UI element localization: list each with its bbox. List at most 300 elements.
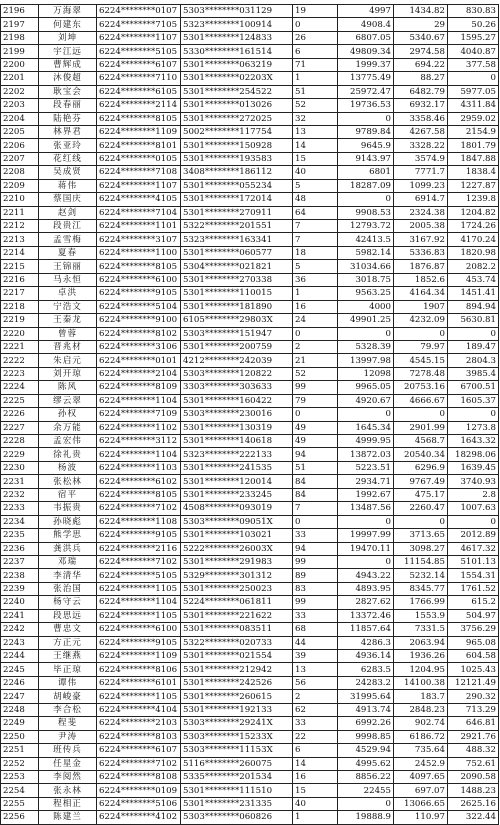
table-cell: 6700.51 [448, 381, 499, 394]
table-row [1, 31, 499, 44]
table-cell: 2256 [1, 811, 39, 824]
table-cell: 曾蓉 [39, 327, 97, 340]
table-cell: 5323********163341 [181, 233, 293, 246]
table-cell: 2200 [1, 58, 39, 71]
table-cell: 7331.5 [394, 623, 448, 636]
table-cell: 张亚玲 [39, 139, 97, 152]
table-cell: 2223 [1, 367, 39, 380]
table-cell: 99 [293, 555, 338, 568]
table-cell: 万海翠 [39, 5, 97, 18]
table-cell: 5301********110015 [181, 287, 293, 300]
table-cell: 6224********8105 [97, 112, 181, 125]
table-cell: 19 [293, 5, 338, 18]
table-cell: 15 [293, 152, 338, 165]
table-cell: 84 [293, 475, 338, 488]
table-cell: 5301********270338 [181, 273, 293, 286]
table-row [1, 367, 499, 380]
table-cell: 4617.32 [448, 542, 499, 555]
table-cell: 56 [293, 676, 338, 689]
table-cell: 68 [293, 623, 338, 636]
table-cell: 2197 [1, 18, 39, 31]
table-cell: 6224********2103 [97, 717, 181, 730]
data-table [0, 4, 499, 825]
table-cell: 4545.15 [394, 354, 448, 367]
table-cell: 0 [338, 112, 394, 125]
table-cell: 2005.38 [394, 220, 448, 233]
table-cell: 4267.58 [394, 125, 448, 138]
table-cell: 2239 [1, 582, 39, 595]
table-cell: 5303********120822 [181, 367, 293, 380]
table-cell: 189.47 [448, 340, 499, 353]
table-cell: 5301********120014 [181, 475, 293, 488]
table-cell: 2215 [1, 260, 39, 273]
table-cell: 0 [338, 327, 394, 340]
table-cell: 7278.48 [394, 367, 448, 380]
table-cell: 5304********021821 [181, 260, 293, 273]
table-cell: 6224********3112 [97, 435, 181, 448]
table-cell: 9908.53 [338, 206, 394, 219]
table-cell: 1204.95 [394, 663, 448, 676]
table-cell: 5322********201551 [181, 220, 293, 233]
table-cell: 110.97 [394, 811, 448, 824]
table-cell: 曹辉成 [39, 58, 97, 71]
table-cell: 1639.45 [448, 461, 499, 474]
table-cell: 刘坤 [39, 31, 97, 44]
table-cell: 2225 [1, 394, 39, 407]
table-cell: 13775.49 [338, 72, 394, 85]
table-row [1, 770, 499, 783]
table-cell: 沐俊超 [39, 72, 97, 85]
table-cell: 5301********241535 [181, 461, 293, 474]
table-cell: 1992.67 [338, 488, 394, 501]
table-cell: 4936.14 [338, 650, 394, 663]
table-cell: 5301********221622 [181, 609, 293, 622]
table-cell: 0 [338, 193, 394, 206]
table-cell: 段春丽 [39, 99, 97, 112]
table-cell: 6224********1104 [97, 394, 181, 407]
table-cell: 4913.74 [338, 703, 394, 716]
table-cell: 2231 [1, 475, 39, 488]
table-cell: 6224********4102 [97, 811, 181, 824]
table-cell: 5232.14 [394, 569, 448, 582]
table-cell: 孟雪梅 [39, 233, 97, 246]
table-cell: 51 [293, 85, 338, 98]
table-cell: 2250 [1, 730, 39, 743]
table-cell: 94 [293, 448, 338, 461]
table-row [1, 18, 499, 31]
table-cell: 2251 [1, 744, 39, 757]
table-cell: 0 [394, 327, 448, 340]
table-cell: 胡峻豪 [39, 690, 97, 703]
table-cell: 24283.2 [338, 676, 394, 689]
table-cell: 1227.87 [448, 179, 499, 192]
table-cell: 6482.79 [394, 85, 448, 98]
table-cell: 2236 [1, 542, 39, 555]
table-cell: 1007.63 [448, 502, 499, 515]
table-cell: 5301********254522 [181, 85, 293, 98]
table-row [1, 730, 499, 743]
table-cell: 2213 [1, 233, 39, 246]
table-cell: 5116********260075 [181, 757, 293, 770]
table-cell: 62 [293, 703, 338, 716]
table-row [1, 5, 499, 18]
table-cell: 6224********1103 [97, 461, 181, 474]
table-cell: 9789.84 [338, 125, 394, 138]
table-cell: 6224********8102 [97, 327, 181, 340]
table-cell: 5301********212942 [181, 663, 293, 676]
table-cell: 张永林 [39, 784, 97, 797]
table-cell: 孙权 [39, 408, 97, 421]
table-cell: 11857.64 [338, 623, 394, 636]
table-cell: 2247 [1, 690, 39, 703]
table-cell: 8856.22 [338, 770, 394, 783]
table-cell: 夏春 [39, 246, 97, 259]
table-cell: 697.07 [394, 784, 448, 797]
table-cell: 5301********013026 [181, 99, 293, 112]
table-cell: 12098 [338, 367, 394, 380]
table-cell: 1838.4 [448, 166, 499, 179]
table-cell: 6283.5 [338, 663, 394, 676]
table-cell: 33 [293, 609, 338, 622]
table-cell: 1801.79 [448, 139, 499, 152]
table-cell: 5301********242526 [181, 676, 293, 689]
table-cell: 9998.85 [338, 730, 394, 743]
table-cell: 毕正琼 [39, 663, 97, 676]
table-cell: 余万能 [39, 421, 97, 434]
table-cell: 99 [293, 381, 338, 394]
table-cell: 5301********103021 [181, 529, 293, 542]
table-cell: 徐礼贵 [39, 448, 97, 461]
table-cell: 4170.24 [448, 233, 499, 246]
table-cell: 4097.65 [394, 770, 448, 783]
table-cell: 5301********250023 [181, 582, 293, 595]
table-cell: 6224********5106 [97, 797, 181, 810]
table-cell: 31995.64 [338, 690, 394, 703]
table-cell: 88.27 [394, 72, 448, 85]
table-cell: 894.94 [448, 300, 499, 313]
table-cell: 6224********7108 [97, 166, 181, 179]
table-cell: 段贵江 [39, 220, 97, 233]
table-cell: 6224********6101 [97, 676, 181, 689]
table-cell: 缪云翠 [39, 394, 97, 407]
table-cell: 6186.72 [394, 730, 448, 743]
table-cell: 1605.37 [448, 394, 499, 407]
table-cell: 6807.05 [338, 31, 394, 44]
table-cell: 3328.22 [394, 139, 448, 152]
table-cell: 6224********4105 [97, 193, 181, 206]
table-cell: 杨波 [39, 461, 97, 474]
table-cell: 6224********7109 [97, 408, 181, 421]
table-cell: 孙晓彪 [39, 515, 97, 528]
table-cell: 2237 [1, 555, 39, 568]
table-cell: 2205 [1, 125, 39, 138]
table-cell: 33 [293, 529, 338, 542]
table-cell: 4995.62 [338, 757, 394, 770]
table-cell: 6224********0105 [97, 152, 181, 165]
table-cell: 5301********192133 [181, 703, 293, 716]
table-row [1, 99, 499, 112]
table-cell: 12793.72 [338, 220, 394, 233]
table-cell: 3303********303633 [181, 381, 293, 394]
table-cell: 6224********1101 [97, 220, 181, 233]
table-cell: 2959.02 [448, 112, 499, 125]
table-cell: 13066.65 [394, 797, 448, 810]
table-cell: 0 [338, 797, 394, 810]
table-cell: 6224********7102 [97, 555, 181, 568]
table-cell: 5336.83 [394, 246, 448, 259]
table-cell: 2921.76 [448, 730, 499, 743]
table-cell: 6 [293, 45, 338, 58]
table-cell: 29 [394, 18, 448, 31]
table-cell: 0 [338, 515, 394, 528]
table-cell: 2202 [1, 85, 39, 98]
table-body [1, 5, 499, 825]
table-cell: 1847.88 [448, 152, 499, 165]
table-cell: 4908.4 [338, 18, 394, 31]
table-cell: 6224********7105 [97, 18, 181, 31]
table-cell: 4508********093019 [181, 502, 293, 515]
table-cell: 377.58 [448, 58, 499, 71]
table-cell: 1 [293, 287, 338, 300]
table-cell: 6224********9105 [97, 529, 181, 542]
table-cell: 504.97 [448, 609, 499, 622]
table-cell: 5301********02203X [181, 72, 293, 85]
table-cell: 694.22 [394, 58, 448, 71]
table-cell: 604.58 [448, 650, 499, 663]
table-cell: 84 [293, 488, 338, 501]
table-row [1, 300, 499, 313]
table-row [1, 461, 499, 474]
table-cell: 2212 [1, 220, 39, 233]
table-cell: 6224********6102 [97, 475, 181, 488]
table-cell: 3408********186112 [181, 166, 293, 179]
table-cell: 1488.23 [448, 784, 499, 797]
table-cell: 2206 [1, 139, 39, 152]
table-cell: 615.2 [448, 596, 499, 609]
table-cell: 9563.25 [338, 287, 394, 300]
table-cell: 熊学思 [39, 529, 97, 542]
table-cell: 6932.17 [394, 99, 448, 112]
table-cell: 51 [293, 461, 338, 474]
table-cell: 1 [293, 811, 338, 824]
table-row [1, 542, 499, 555]
table-cell: 5301********055234 [181, 179, 293, 192]
table-cell: 2201 [1, 72, 39, 85]
table-cell: 李合松 [39, 703, 97, 716]
table-cell: 4000 [338, 300, 394, 313]
table-cell: 5335********201534 [181, 770, 293, 783]
table-cell: 4568.7 [394, 435, 448, 448]
table-row [1, 650, 499, 663]
table-cell: 49901.25 [338, 314, 394, 327]
table-cell: 0 [448, 72, 499, 85]
table-cell: 322.44 [448, 811, 499, 824]
table-cell: 5301********260615 [181, 690, 293, 703]
table-cell: 13997.98 [338, 354, 394, 367]
table-cell: 14 [293, 139, 338, 152]
table-cell: 902.74 [394, 717, 448, 730]
table-cell: 24 [293, 314, 338, 327]
table-cell: 453.74 [448, 273, 499, 286]
table-cell: 6224********2114 [97, 99, 181, 112]
table-cell: 79 [293, 394, 338, 407]
table-cell: 1204.82 [448, 206, 499, 219]
table-cell: 蒋伟 [39, 179, 97, 192]
table-cell: 晋兆材 [39, 340, 97, 353]
table-cell: 4212********242039 [181, 354, 293, 367]
table-row [1, 663, 499, 676]
table-cell: 290.32 [448, 690, 499, 703]
table-cell: 2234 [1, 515, 39, 528]
table-cell: 52 [293, 99, 338, 112]
table-cell: 6224********0109 [97, 784, 181, 797]
table-cell: 张松林 [39, 475, 97, 488]
table-cell: 2196 [1, 5, 39, 18]
table-cell: 6224********1104 [97, 448, 181, 461]
table-cell: 5301********291983 [181, 555, 293, 568]
table-cell: 11154.85 [394, 555, 448, 568]
table-cell: 任星金 [39, 757, 97, 770]
table-cell: 2252 [1, 757, 39, 770]
table-cell: 6224********5104 [97, 300, 181, 313]
table-cell: 6224********3106 [97, 340, 181, 353]
table-row [1, 273, 499, 286]
table-cell: 王继燕 [39, 650, 97, 663]
table-cell: 2214 [1, 246, 39, 259]
table-cell: 18287.09 [338, 179, 394, 192]
table-cell: 1451.41 [448, 287, 499, 300]
table-cell: 49 [293, 435, 338, 448]
table-cell: 1907 [394, 300, 448, 313]
table-cell: 0 [338, 408, 394, 421]
table-cell: 2198 [1, 31, 39, 44]
table-cell: 6224********6107 [97, 58, 181, 71]
table-row [1, 85, 499, 98]
table-row [1, 340, 499, 353]
table-cell: 5303********230016 [181, 408, 293, 421]
table-cell: 5982.14 [338, 246, 394, 259]
table-row [1, 152, 499, 165]
table-cell: 64 [293, 206, 338, 219]
table-cell: 42413.5 [338, 233, 394, 246]
table-cell: 4997 [338, 5, 394, 18]
table-cell: 2324.38 [394, 206, 448, 219]
table-row [1, 179, 499, 192]
table-cell: 2232 [1, 488, 39, 501]
table-cell: 40 [293, 166, 338, 179]
table-row [1, 569, 499, 582]
table-cell: 4666.67 [394, 394, 448, 407]
table-cell: 何建东 [39, 18, 97, 31]
table-cell: 5301********063219 [181, 58, 293, 71]
table-cell: 程相正 [39, 797, 97, 810]
table-cell: 2204 [1, 112, 39, 125]
table-cell: 1099.23 [394, 179, 448, 192]
table-cell: 张治国 [39, 582, 97, 595]
table-cell: 2804.3 [448, 354, 499, 367]
table-cell: 林界君 [39, 125, 97, 138]
table-cell: 陆艳芬 [39, 112, 97, 125]
table-cell: 6224********1105 [97, 690, 181, 703]
table-cell: 1645.34 [338, 421, 394, 434]
table-row [1, 408, 499, 421]
table-cell: 杨守云 [39, 596, 97, 609]
table-cell: 陈建兰 [39, 811, 97, 824]
table-cell: 朱启元 [39, 354, 97, 367]
table-cell: 1999.37 [338, 58, 394, 71]
table-cell: 4943.22 [338, 569, 394, 582]
table-cell: 52 [293, 367, 338, 380]
table-cell: 2246 [1, 676, 39, 689]
table-cell: 2245 [1, 663, 39, 676]
table-cell: 5301********172014 [181, 193, 293, 206]
table-cell: 2244 [1, 650, 39, 663]
table-cell: 陈风 [39, 381, 97, 394]
table-cell: 5303********15233X [181, 730, 293, 743]
table-cell: 0 [293, 18, 338, 31]
table-cell: 6296.9 [394, 461, 448, 474]
table-cell: 1595.27 [448, 31, 499, 44]
table-cell: 2154.9 [448, 125, 499, 138]
table-cell: 5301********060577 [181, 246, 293, 259]
table-cell: 20540.34 [394, 448, 448, 461]
table-cell: 2 [293, 690, 338, 703]
table-cell: 5301********160422 [181, 394, 293, 407]
table-cell: 6224********9105 [97, 287, 181, 300]
table-cell: 花红线 [39, 152, 97, 165]
table-cell: 马永恒 [39, 273, 97, 286]
table-cell: 646.81 [448, 717, 499, 730]
table-cell: 3018.75 [338, 273, 394, 286]
table-cell: 6224********7102 [97, 757, 181, 770]
table-cell: 5303********11153X [181, 744, 293, 757]
table-cell: 2199 [1, 45, 39, 58]
table-cell: 6224********1108 [97, 515, 181, 528]
table-cell: 宇江远 [39, 45, 97, 58]
table-cell: 5301********233245 [181, 488, 293, 501]
table-cell: 6801 [338, 166, 394, 179]
table-cell: 5328.39 [338, 340, 394, 353]
table-cell: 6992.26 [338, 717, 394, 730]
table-cell: 3985.4 [448, 367, 499, 380]
table-cell: 6224********9100 [97, 314, 181, 327]
table-cell: 1643.32 [448, 435, 499, 448]
table-row [1, 139, 499, 152]
table-cell: 段思远 [39, 609, 97, 622]
table-cell: 5323********100914 [181, 18, 293, 31]
table-cell: 79.97 [394, 340, 448, 353]
table-cell: 3574.9 [394, 152, 448, 165]
table-cell: 程斐 [39, 717, 97, 730]
table-cell: 龚洪兵 [39, 542, 97, 555]
table-cell: 4529.94 [338, 744, 394, 757]
table-cell: 5301********231335 [181, 797, 293, 810]
table-cell: 3098.27 [394, 542, 448, 555]
table-cell: 25972.47 [338, 85, 394, 98]
table-cell: 19470.11 [338, 542, 394, 555]
table-cell: 5330********161514 [181, 45, 293, 58]
table-row [1, 475, 499, 488]
table-cell: 6224********6107 [97, 744, 181, 757]
table-cell: 6224********1104 [97, 596, 181, 609]
table-cell: 6224********2104 [97, 367, 181, 380]
table-row [1, 58, 499, 71]
table-row [1, 72, 499, 85]
table-cell: 6224********1107 [97, 179, 181, 192]
table-cell: 4232.09 [394, 314, 448, 327]
table-cell: 6224********1107 [97, 31, 181, 44]
table-cell: 50.26 [448, 18, 499, 31]
